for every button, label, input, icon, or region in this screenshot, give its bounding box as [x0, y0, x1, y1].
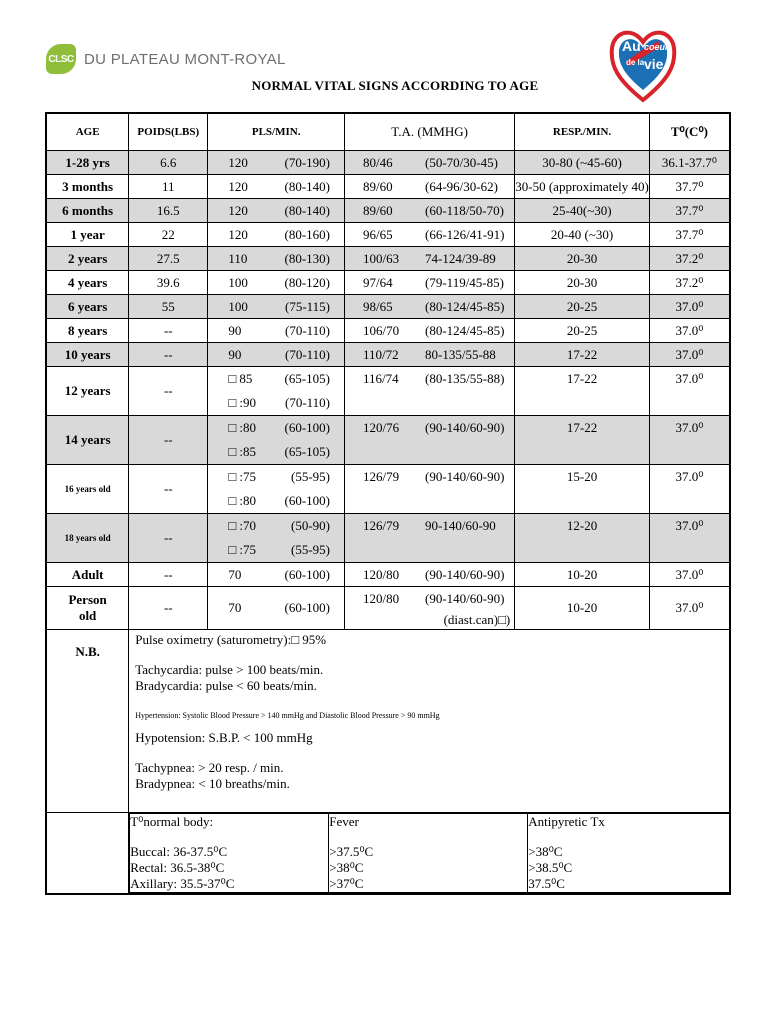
table-row [46, 514, 730, 563]
table-row [46, 175, 730, 199]
temp-cell: 37.0⁰ [649, 343, 730, 367]
hypotension-note: Hypotension: S.B.P. < 100 mmHg [135, 730, 313, 745]
table-row [46, 367, 730, 416]
pulse-cell: 90 (70-110) [208, 343, 345, 367]
resp-cell: 30-80 (~45-60) [515, 151, 650, 175]
temp-cell: 37.0⁰ [649, 295, 730, 319]
table-row [46, 223, 730, 247]
resp-cell: 20-25 [515, 319, 650, 343]
org-name: DU PLATEAU MONT-ROYAL [84, 50, 286, 68]
ta-cell: 126/79 90-140/60-90 [345, 514, 515, 563]
age-cell: 6 years [46, 295, 129, 319]
weight-cell: -- [129, 343, 208, 367]
weight-cell: -- [129, 416, 208, 465]
weight-cell: 39.6 [129, 271, 208, 295]
temp-cell: 37.0⁰ [649, 514, 730, 563]
weight-cell: 16.5 [129, 199, 208, 223]
resp-cell: 17-22 [515, 367, 650, 416]
age-cell: 12 years [46, 367, 129, 416]
temp-buccal: Buccal: 36-37.5⁰C [130, 844, 228, 859]
table-row [46, 416, 730, 465]
temp-rectal: Rectal: 36.5-38⁰C [130, 860, 225, 875]
temp-cell: 37.7⁰ [649, 199, 730, 223]
pulse-cell: □ 85 (65-105) □ :90 (70-110) [208, 367, 345, 416]
weight-cell: -- [129, 514, 208, 563]
resp-cell: 17-22 [515, 343, 650, 367]
page-title: NORMAL VITAL SIGNS ACCORDING TO AGE [251, 78, 539, 93]
resp-cell: 30-50 (approximately 40) [515, 175, 650, 199]
resp-cell: 17-22 [515, 416, 650, 465]
temp-cell: 37.0⁰ [649, 465, 730, 514]
col-ta: T.A. (MMHG) [345, 113, 515, 151]
oximetry-note: Pulse oximetry (saturometry):□ 95% [135, 632, 327, 647]
pulse-cell: 120 (80-160) [208, 223, 345, 247]
col-pulse: PLS/MIN. [208, 113, 345, 151]
ta-cell: 89/60 (64-96/30-62) [345, 175, 515, 199]
bradypnea-note: Bradypnea: < 10 breaths/min. [135, 776, 290, 791]
weight-cell: 6.6 [129, 151, 208, 175]
col-weight: POIDS(LBS) [129, 113, 208, 151]
resp-cell: 20-30 [515, 271, 650, 295]
clsc-mark: CLSC [46, 44, 76, 74]
temp-normal-head: T⁰normal body: [130, 814, 214, 829]
pulse-cell: 100 (75-115) [208, 295, 345, 319]
ta-cell: 106/70 (80-124/45-85) [345, 319, 515, 343]
table-row-old: Person old -- 70 (60-100) 120/80 (90-140/60-90) (diast.can)□) 10-20 37.0⁰ [46, 587, 730, 630]
tachypnea-note: Tachypnea: > 20 resp. / min. [135, 760, 284, 775]
age-cell: 1-28 yrs [46, 151, 129, 175]
temp-cell: 36.1-37.7⁰ [649, 151, 730, 175]
temp-cell: 37.0⁰ [649, 416, 730, 465]
fever-head: Fever [329, 814, 359, 829]
pulse-cell: 100 (80-120) [208, 271, 345, 295]
table-row [46, 271, 730, 295]
ta-cell: 110/72 80-135/55-88 [345, 343, 515, 367]
weight-cell: 22 [129, 223, 208, 247]
resp-cell: 20-40 (~30) [515, 223, 650, 247]
table-row-adult: Adult -- 70 (60-100) 120/80 (90-140/60-90) 10-20 37.0⁰ [46, 563, 730, 587]
age-cell: 14 years [46, 416, 129, 465]
temp-cell: 37.7⁰ [649, 223, 730, 247]
resp-cell: 15-20 [515, 465, 650, 514]
antipyretic-head: Antipyretic Tx [528, 814, 605, 829]
resp-cell: 12-20 [515, 514, 650, 563]
age-cell: 8 years [46, 319, 129, 343]
pulse-cell: 120 (70-190) [208, 151, 345, 175]
weight-cell: -- [129, 465, 208, 514]
temp-cell: 37.7⁰ [649, 175, 730, 199]
ta-cell: 89/60 (60-118/50-70) [345, 199, 515, 223]
nb-label: N.B. [46, 630, 129, 813]
pulse-cell: 110 (80-130) [208, 247, 345, 271]
table-header [46, 113, 730, 151]
temperature-table: T⁰normal body: Buccal: 36-37.5⁰C Rectal: 36.5-38⁰C Axillary: 35.5-37⁰C Fever >37.5⁰C >38⁰C >37⁰C Antipyretic Tx >38⁰C >38.5⁰C 37.5⁰C [129, 813, 729, 893]
table-row [46, 319, 730, 343]
tachycardia-note: Tachycardia: pulse > 100 beats/min. [135, 662, 324, 677]
pulse-cell: □ :70 (50-90) □ :75 (55-95) [208, 514, 345, 563]
logo-word-dela: de la [626, 58, 645, 67]
ta-cell: 96/65 (66-126/41-91) [345, 223, 515, 247]
resp-cell: 20-30 [515, 247, 650, 271]
table-row [46, 343, 730, 367]
pulse-cell: □ :80 (60-100) □ :85 (65-105) [208, 416, 345, 465]
table-row [46, 295, 730, 319]
pulse-cell: 90 (70-110) [208, 319, 345, 343]
weight-cell: 27.5 [129, 247, 208, 271]
temp-cell: 37.2⁰ [649, 247, 730, 271]
table-row [46, 151, 730, 175]
resp-cell: 20-25 [515, 295, 650, 319]
logo-word-coeur: coeur [644, 42, 669, 52]
pulse-cell: 120 (80-140) [208, 175, 345, 199]
col-temp: T⁰(C⁰) [649, 113, 730, 151]
logo-word-au: Au [622, 38, 641, 54]
ta-cell: 116/74 (80-135/55-88) [345, 367, 515, 416]
weight-cell: -- [129, 319, 208, 343]
table-row [46, 199, 730, 223]
ta-cell: 126/79 (90-140/60-90) [345, 465, 515, 514]
age-cell: 2 years [46, 247, 129, 271]
table-row [46, 247, 730, 271]
ta-cell: 100/63 74-124/39-89 [345, 247, 515, 271]
bradycardia-note: Bradycardia: pulse < 60 beats/min. [135, 678, 317, 693]
temp-cell: 37.0⁰ [649, 319, 730, 343]
temp-axillary: Axillary: 35.5-37⁰C [130, 876, 235, 891]
ta-cell: 98/65 (80-124/45-85) [345, 295, 515, 319]
pulse-cell: 120 (80-140) [208, 199, 345, 223]
age-cell: 6 months [46, 199, 129, 223]
temperature-row [46, 813, 730, 895]
col-age: AGE [46, 113, 129, 151]
temp-cell: 37.2⁰ [649, 271, 730, 295]
weight-cell: 11 [129, 175, 208, 199]
age-cell: 1 year [46, 223, 129, 247]
age-cell: 4 years [46, 271, 129, 295]
col-resp: RESP./MIN. [515, 113, 650, 151]
ta-cell: 80/46 (50-70/30-45) [345, 151, 515, 175]
ta-cell: 120/76 (90-140/60-90) [345, 416, 515, 465]
resp-cell: 25-40(~30) [515, 199, 650, 223]
weight-cell: 55 [129, 295, 208, 319]
notes-row [46, 630, 730, 813]
age-cell: 18 years old [46, 514, 129, 563]
table-row [46, 465, 730, 514]
hypertension-note: Hypertension: Systolic Blood Pressure > 140 mmHg and Diastolic Blood Pressure > 90 mmHg [135, 711, 440, 720]
age-cell: 10 years [46, 343, 129, 367]
weight-cell: -- [129, 367, 208, 416]
age-cell: 16 years old [46, 465, 129, 514]
temp-cell: 37.0⁰ [649, 367, 730, 416]
clsc-logo [46, 44, 286, 74]
ta-cell: 97/64 (79-119/45-85) [345, 271, 515, 295]
pulse-cell: □ :75 (55-95) □ :80 (60-100) [208, 465, 345, 514]
logo-word-vie: vie [644, 56, 664, 72]
vital-signs-table [45, 112, 731, 895]
age-cell: 3 months [46, 175, 129, 199]
